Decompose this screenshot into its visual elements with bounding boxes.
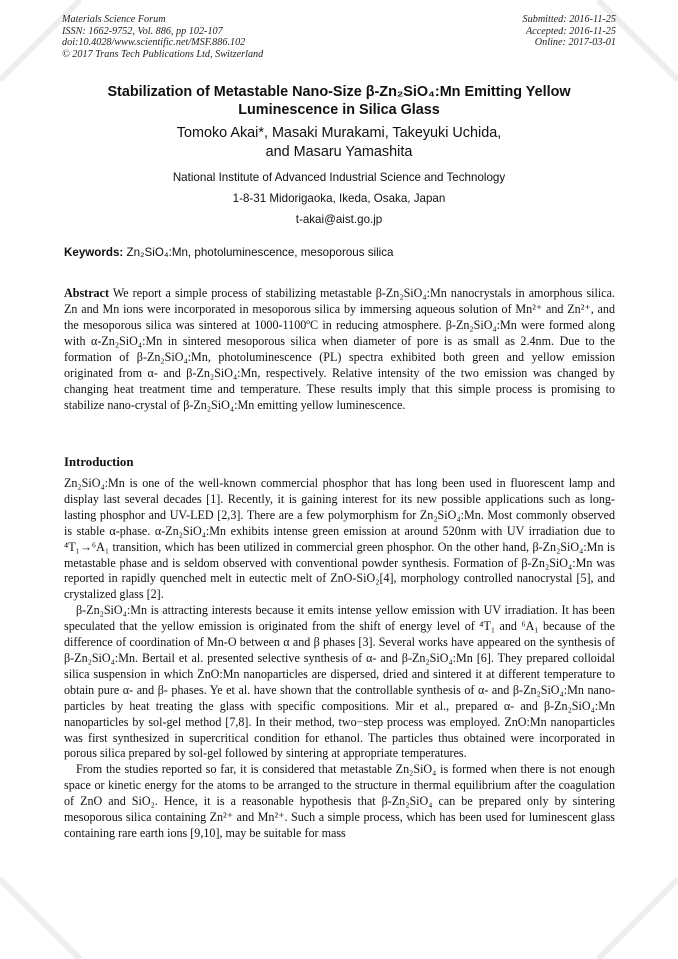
keywords-label: Keywords:: [64, 246, 124, 259]
title-line-2: Luminescence in Silica Glass: [238, 101, 440, 118]
authors-line-1: Tomoko Akai*, Masaki Murakami, Takeyuki Uchida,: [176, 125, 502, 141]
authors-line-2: and Masaru Yamashita: [265, 144, 413, 160]
abstract: [64, 285, 615, 413]
intro-paragraph-2: β-Zn₂SiO₄:Mn is attracting interests because it emits intense yellow emission with UV irradiation. It has been speculated that the yellow emission is originated from the shift of energy level of ⁴T₁ and ⁶A₁ because of the difference of coordination of Mn-O between α and β phases [3]. Several works have appeared on the synthesis of β-Zn₂SiO₄:Mn. Bertail et al. presented selective synthesis of α- and β-Zn₂SiO₄:Mn [6]. They prepared colloidal silica suspension in which ZnO:Mn nanoparticles are dispersed, dried and sintered it at different temperature to obtain pure α- and β- phases. Ye et al. have shown that the controllable synthesis of α- and β-Zn₂SiO₄:Mn nano-particles by heat treating the glass with specific compositions. Mir et al., prepared α- and β-Zn₂SiO₄:Mn nanoparticles by sol-gel method [7,8]. In their method, two−step process was employed. ZnO:Mn nanoparticles was first synthesized in supercritical condition for ethanol. The particles thus obtained were incorporated in porous silica prepared by sol-gel followed by sintering at appropriate temperatures.: [64, 603, 615, 761]
journal-copyright: © 2017 Trans Tech Publications Ltd, Switzerland: [62, 48, 264, 60]
paper-title: [60, 84, 618, 119]
affiliation: National Institute of Advanced Industrial Science and Technology: [172, 171, 506, 184]
introduction-body: [64, 476, 615, 842]
journal-issn: ISSN: 1662-9752, Vol. 886, pp 102-107: [62, 25, 223, 37]
abstract-label: Abstract: [64, 286, 110, 300]
submitted-date: Submitted: 2016-11-25: [522, 14, 616, 25]
online-date: Online: 2017-03-01: [534, 37, 616, 49]
journal-header-left: [62, 14, 263, 60]
keywords: [64, 246, 616, 260]
journal-header-right: [523, 14, 616, 49]
paper-authors: [60, 124, 618, 162]
journal-name: Materials Science Forum: [62, 14, 166, 25]
address: 1-8-31 Midorigaoka, Ikeda, Osaka, Japan: [232, 192, 446, 205]
journal-doi[interactable]: doi:10.4028/www.scientific.net/MSF.886.102: [62, 37, 246, 49]
keywords-text: Zn₂SiO₄:Mn, photoluminescence, mesoporous silica: [126, 246, 394, 259]
intro-paragraph-3: From the studies reported so far, it is considered that metastable Zn₂SiO₄ is formed when there is not enough space or kinetic energy for the atoms to be arranged to the structure in thermal equilibrium after the coagulation of ZnO and SiO₂. Hence, it is a reasonable hypothesis that β-Zn₂SiO₄ can be prepared only by sintering mesoporous silica containing Zn²⁺ and Mn²⁺. Such a simple process, which has been used for luminescent glass containing rare earth ions [9,10], may be suitable for mass: [64, 762, 615, 840]
intro-paragraph-1: Zn₂SiO₄:Mn is one of the well-known commercial phosphor that has long been used in fluorescent lamp and display last several decades [1]. Recently, it is gaining interest for its new possible applications such as long-lasting phosphor and UV-LED [2,3]. There are a few polymorphism for Zn₂SiO₄:Mn. Most commonly observed is stable α-phase. α-Zn₂SiO₄:Mn exhibits intense green emission at around 520nm with UV irradiation due to ⁴T₁→⁶A₁ transition, which has been utilized in commercial green phosphor. On the other hand, β-Zn₂SiO₄:Mn is metastable phase and is seldom observed with conventional powder synthesis. Formation of β-Zn₂SiO₄:Mn was reported in rapidly quenched melt in eutectic melt of ZnO-SiO₂[4], morphology controlled nanocrystal [5], and crystalized glass [2].: [64, 476, 615, 602]
abstract-text: We report a simple process of stabilizing metastable β-Zn₂SiO₄:Mn nanocrystals in amorphous silica. Zn and Mn ions were incorporated in mesoporous silica by immersing aqueous solution of Mn²⁺ and Zn²⁺, and the mesoporous silica was sintered at 1000-1100ºC in reducing atmosphere. β-Zn₂SiO₄:Mn were formed along with α-Zn₂SiO₄:Mn in sintered mesoporous silica when diameter of pore is as small as 2.4nm. Due to the formation of β-Zn₂SiO₄:Mn, photoluminescence (PL) spectra exhibited both green and yellow emission originated from α- and β-Zn₂SiO₄:Mn, respectively. Relative intensity of the two emission was changed by changing heat treatment time and temperature. These results imply that this simple process is promising to stabilize nano-crystal of β-Zn₂SiO₄:Mn emitting yellow luminescence.: [64, 286, 615, 412]
title-line-1: Stabilization of Metastable Nano-Size β-Zn₂SiO₄:Mn Emitting Yellow: [107, 84, 571, 100]
email[interactable]: t-akai@aist.go.jp: [295, 213, 383, 226]
section-heading-introduction: Introduction: [64, 455, 134, 469]
accepted-date: Accepted: 2016-11-25: [525, 25, 616, 37]
